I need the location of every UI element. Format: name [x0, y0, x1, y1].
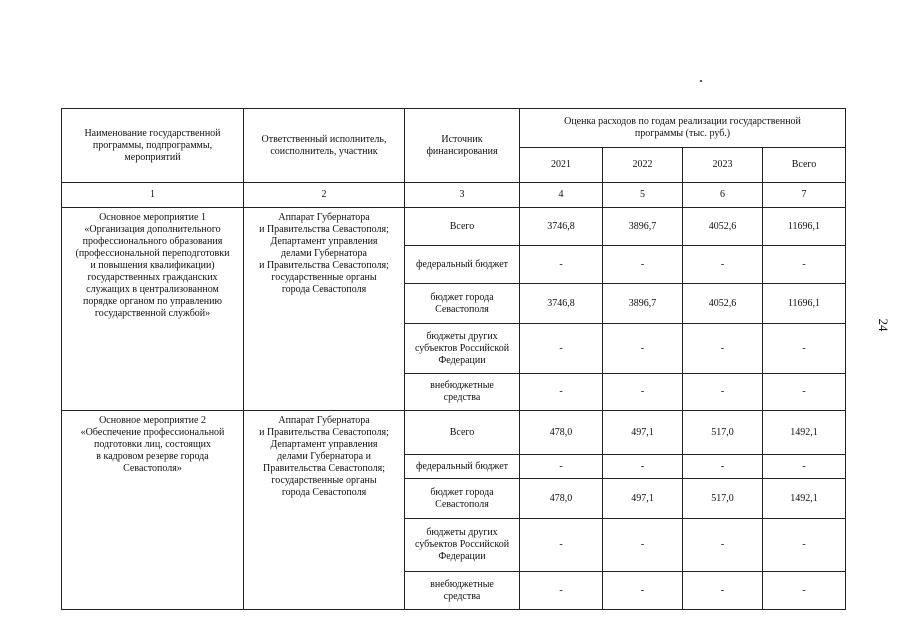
measure-executor-cell	[244, 208, 405, 411]
funding-source: бюджет города Севастополя	[405, 284, 520, 324]
value-cell: -	[763, 246, 846, 284]
value-cell: 478,0	[520, 479, 603, 519]
value-cell: 3896,7	[603, 208, 683, 246]
value-cell: 497,1	[603, 479, 683, 519]
header-name: Наименование государственной программы, подпрограммы, мероприятий	[84, 127, 221, 163]
column-number: 6	[683, 183, 763, 208]
value-cell: -	[763, 374, 846, 411]
value-cell: 11696,1	[763, 208, 846, 246]
value-cell: 517,0	[683, 479, 763, 519]
value-cell: -	[683, 572, 763, 610]
measure-executor-cell	[244, 411, 405, 610]
value-cell: -	[603, 455, 683, 479]
header-executor-cell	[244, 109, 405, 183]
measure-name-cell	[62, 208, 244, 411]
funding-source: бюджет города Севастополя	[405, 479, 520, 519]
table-header	[62, 109, 846, 208]
value-cell: -	[520, 572, 603, 610]
value-cell: -	[603, 374, 683, 411]
measure-name: Основное мероприятие 1 «Организация дополнительного профессионального образования (профессиональной переподготовки и повышения квалификации) государственных гражданских служащих в централизованном порядке органом по управлению государственной службой»	[75, 212, 230, 319]
scan-speck	[700, 80, 702, 82]
header-name-cell	[62, 109, 244, 183]
value-cell: -	[763, 455, 846, 479]
measure-2	[62, 411, 846, 610]
budget-table	[61, 108, 846, 610]
measure-name: Основное мероприятие 2 «Обеспечение профессиональной подготовки лиц, состоящих в кадровом резерве города Севастополя»	[80, 415, 225, 474]
value-cell: -	[603, 324, 683, 374]
header-estimate: Оценка расходов по годам реализации государственной программы (тыс. руб.)	[564, 116, 801, 139]
header-executor: Ответственный исполнитель, соисполнитель, участник	[261, 133, 387, 157]
value-cell: 3896,7	[603, 284, 683, 324]
column-number: 5	[603, 183, 683, 208]
column-number: 7	[763, 183, 846, 208]
page-number: 24	[876, 318, 891, 332]
funding-source: внебюджетные средства	[405, 374, 520, 411]
value-cell: -	[520, 246, 603, 284]
header-total: Всего	[763, 148, 846, 183]
value-cell: 4052,6	[683, 284, 763, 324]
value-cell: -	[683, 246, 763, 284]
value-cell: 478,0	[520, 411, 603, 455]
table-row	[62, 208, 846, 246]
header-source-cell	[405, 109, 520, 183]
value-cell: -	[603, 519, 683, 572]
funding-source: Всего	[405, 208, 520, 246]
value-cell: 11696,1	[763, 284, 846, 324]
value-cell: -	[683, 519, 763, 572]
header-year: 2022	[603, 148, 683, 183]
value-cell: -	[763, 519, 846, 572]
value-cell: -	[683, 324, 763, 374]
funding-source: федеральный бюджет	[405, 246, 520, 284]
value-cell: -	[683, 374, 763, 411]
measure-executor: Аппарат Губернатора и Правительства Севастополя; Департамент управления делами Губернатора и Правительства Севастополя; государственные органы города Севастополя	[259, 415, 389, 498]
value-cell: -	[683, 455, 763, 479]
value-cell: -	[763, 572, 846, 610]
header-estimate-cell	[520, 109, 846, 148]
funding-source: федеральный бюджет	[405, 455, 520, 479]
table-row	[62, 411, 846, 455]
funding-source: Всего	[405, 411, 520, 455]
value-cell: 1492,1	[763, 479, 846, 519]
value-cell: -	[520, 519, 603, 572]
measure-name-cell	[62, 411, 244, 610]
value-cell: 3746,8	[520, 208, 603, 246]
funding-source: бюджеты других субъектов Российской Федерации	[405, 324, 520, 374]
header-year: 2023	[683, 148, 763, 183]
measure-1	[62, 208, 846, 411]
header-source: Источник финансирования	[426, 133, 498, 157]
value-cell: 497,1	[603, 411, 683, 455]
column-number: 1	[62, 183, 244, 208]
column-number: 2	[244, 183, 405, 208]
value-cell: -	[520, 374, 603, 411]
value-cell: -	[603, 572, 683, 610]
header-year: 2021	[520, 148, 603, 183]
value-cell: -	[603, 246, 683, 284]
funding-source: бюджеты других субъектов Российской Федерации	[405, 519, 520, 572]
column-number: 3	[405, 183, 520, 208]
value-cell: 517,0	[683, 411, 763, 455]
column-number: 4	[520, 183, 603, 208]
value-cell: -	[763, 324, 846, 374]
funding-source: внебюджетные средства	[405, 572, 520, 610]
value-cell: 4052,6	[683, 208, 763, 246]
value-cell: 1492,1	[763, 411, 846, 455]
value-cell: -	[520, 455, 603, 479]
measure-executor: Аппарат Губернатора и Правительства Севастополя; Департамент управления делами Губернатора и Правительства Севастополя; государственные органы города Севастополя	[259, 212, 389, 295]
value-cell: -	[520, 324, 603, 374]
value-cell: 3746,8	[520, 284, 603, 324]
